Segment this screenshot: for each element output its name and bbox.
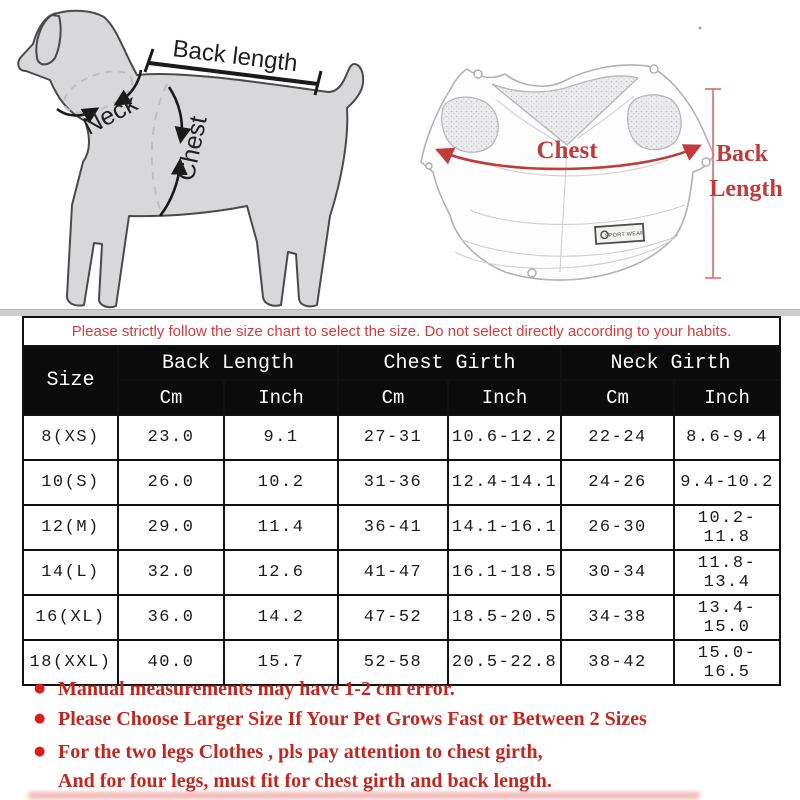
note-line	[58, 770, 552, 793]
table-row	[23, 460, 780, 505]
measurement-cell: 14.1-16.1	[448, 505, 561, 550]
neck-label: Neck	[78, 89, 142, 141]
jacket-tag	[595, 224, 645, 244]
chest-label: Chest	[171, 113, 213, 184]
table-row	[23, 595, 780, 640]
size-chart-table	[22, 316, 781, 686]
col-header-back-length: Back Length	[118, 346, 338, 380]
unit-header-cm: Cm	[338, 380, 448, 415]
jacket-back-label: Back	[715, 141, 769, 167]
note-text: And for four legs, must fit for chest girth and back length.	[58, 770, 552, 792]
header-group-row	[23, 346, 780, 380]
col-header-size: Size	[23, 346, 118, 415]
measurement-cell: 8.6-9.4	[674, 415, 780, 460]
note-line	[34, 708, 647, 731]
note-line	[34, 678, 455, 701]
jacket-chest-label: Chest	[536, 137, 598, 164]
measurement-cell: 18.5-20.5	[448, 595, 561, 640]
note-text: For the two legs Clothes , pls pay attention to chest girth,	[58, 741, 543, 763]
jacket-right-patch	[628, 95, 681, 150]
size-value-cell: 10(S)	[23, 460, 118, 505]
note-line	[34, 741, 543, 764]
bullet-icon: ●	[34, 681, 46, 696]
measurement-cell: 12.4-14.1	[448, 460, 561, 505]
warning-text: Please strictly follow the size chart to select the size. Do not select directly according to your habits.	[23, 317, 780, 346]
measurement-cell: 24-26	[561, 460, 674, 505]
measurement-cell: 13.4-15.0	[674, 595, 780, 640]
table-row	[23, 505, 780, 550]
measurement-cell: 14.2	[224, 595, 338, 640]
measurement-cell: 22-24	[561, 415, 674, 460]
jacket-length-label: Length	[709, 176, 783, 202]
measurement-cell: 9.1	[224, 415, 338, 460]
photo-speck	[699, 27, 702, 30]
measurement-cell: 16.1-18.5	[448, 550, 561, 595]
col-header-neck-girth: Neck Girth	[561, 346, 780, 380]
table-row	[23, 415, 780, 460]
measurement-cell: 41-47	[338, 550, 448, 595]
table-row	[23, 550, 780, 595]
bullet-icon: ●	[34, 744, 46, 759]
measurement-cell: 10.2	[224, 460, 338, 505]
size-value-cell: 12(M)	[23, 505, 118, 550]
measurement-cell: 36-41	[338, 505, 448, 550]
warning-row	[23, 317, 780, 346]
measurement-cell: 10.2-11.8	[674, 505, 780, 550]
measurement-cell: 30-34	[561, 550, 674, 595]
note-text: Please Choose Larger Size If Your Pet Grows Fast or Between 2 Sizes	[58, 708, 647, 730]
measurement-cell: 10.6-12.2	[448, 415, 561, 460]
jacket-left-patch	[442, 97, 499, 152]
measurement-cell: 32.0	[118, 550, 224, 595]
measurement-cell: 38-42	[561, 640, 674, 685]
col-header-chest-girth: Chest Girth	[338, 346, 561, 380]
unit-header-cm: Cm	[118, 380, 224, 415]
measurement-cell: 26-30	[561, 505, 674, 550]
size-value-cell: 14(L)	[23, 550, 118, 595]
measurement-cell: 15.7	[224, 640, 338, 685]
note-text: Manual measurements may have 1-2 cm error.	[58, 678, 455, 700]
unit-header-inch: Inch	[448, 380, 561, 415]
measurement-cell: 12.6	[224, 550, 338, 595]
size-value-cell: 18(XXL)	[23, 640, 118, 685]
measurement-cell: 23.0	[118, 415, 224, 460]
measurement-cell: 15.0-16.5	[674, 640, 780, 685]
illustrations	[0, 0, 800, 318]
measurement-cell: 29.0	[118, 505, 224, 550]
measurement-cell: 47-52	[338, 595, 448, 640]
unit-header-inch: Inch	[674, 380, 780, 415]
measurement-cell: 11.8-13.4	[674, 550, 780, 595]
measurement-cell: 27-31	[338, 415, 448, 460]
dog-measurement-diagram	[18, 11, 363, 307]
tag-text: SPORT WEAR	[604, 230, 645, 240]
back-length-label: Back length	[171, 35, 300, 78]
size-value-cell: 16(XL)	[23, 595, 118, 640]
measurement-cell: 34-38	[561, 595, 674, 640]
unit-header-cm: Cm	[561, 380, 674, 415]
measurement-cell: 20.5-22.8	[448, 640, 561, 685]
header-unit-row	[23, 380, 780, 415]
measurement-cell: 26.0	[118, 460, 224, 505]
bullet-icon: ●	[34, 711, 46, 726]
measurement-cell: 36.0	[118, 595, 224, 640]
unit-header-inch: Inch	[224, 380, 338, 415]
measurement-cell: 52-58	[338, 640, 448, 685]
cropped-text-smudge	[28, 792, 700, 799]
measurement-cell: 11.4	[224, 505, 338, 550]
size-value-cell: 8(XS)	[23, 415, 118, 460]
measurement-cell: 40.0	[118, 640, 224, 685]
measurement-cell: 31-36	[338, 460, 448, 505]
jacket-photo	[421, 27, 783, 280]
measurement-cell: 9.4-10.2	[674, 460, 780, 505]
